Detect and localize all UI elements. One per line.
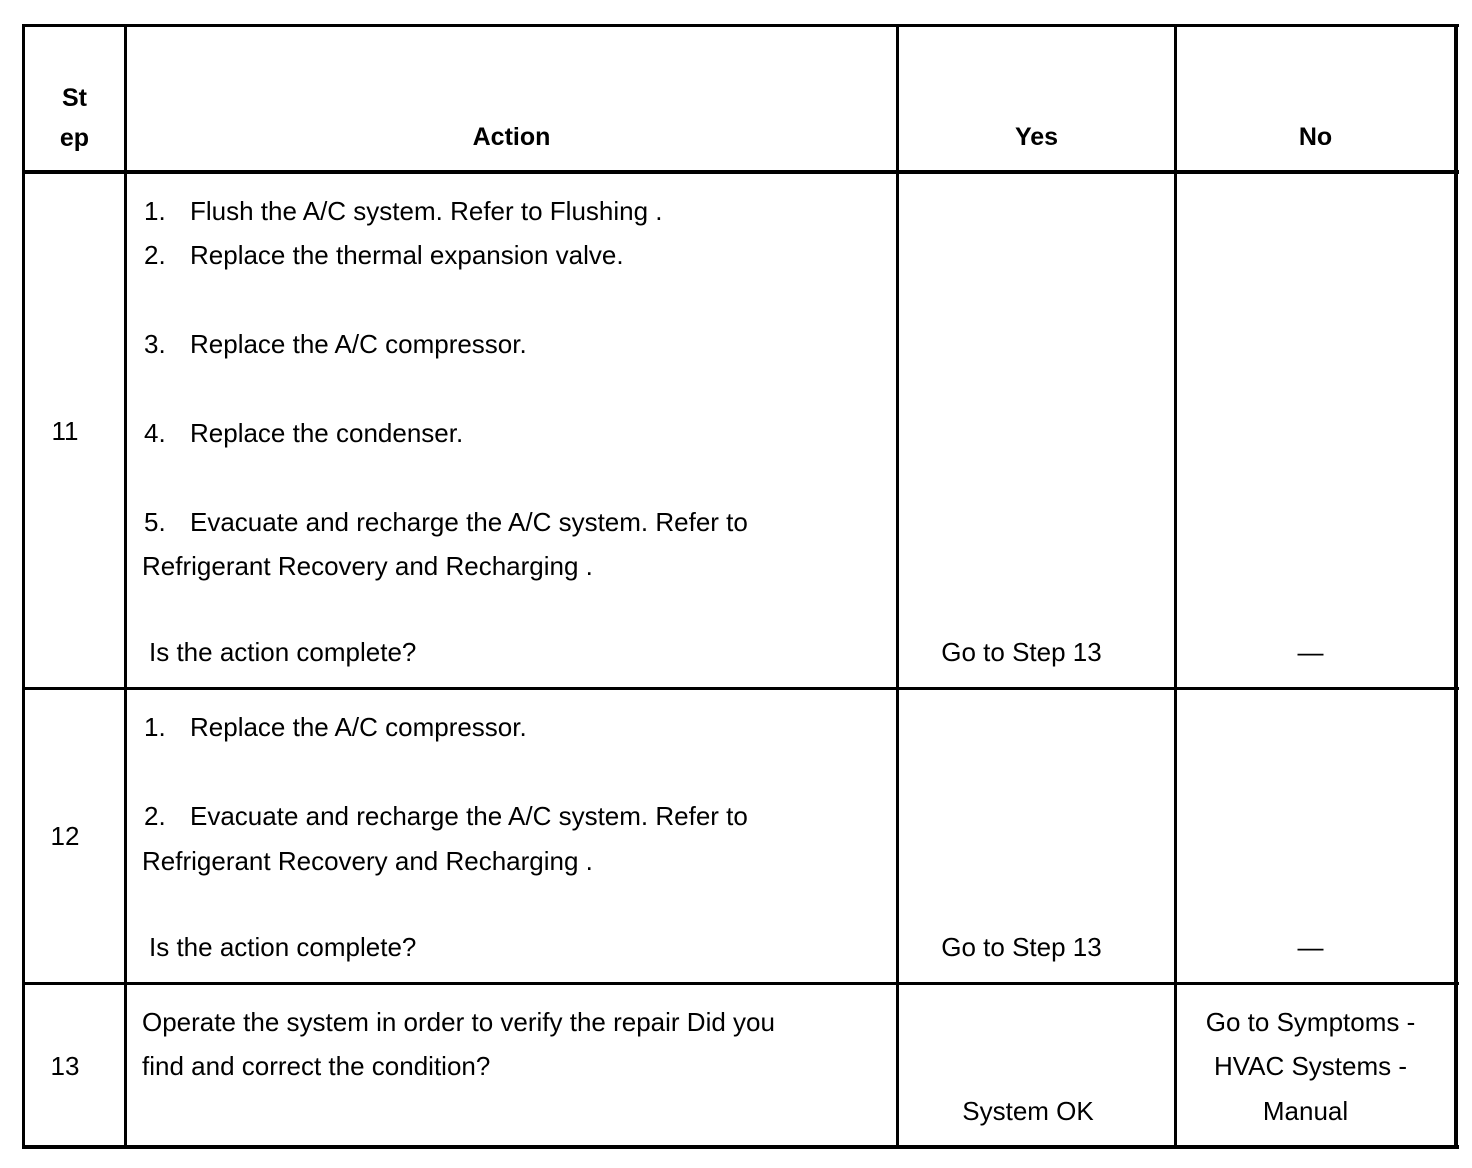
col-divider-yes-no	[1174, 24, 1177, 1149]
action-item	[144, 233, 624, 277]
item-number: 3.	[144, 329, 166, 359]
header-step-line2: ep	[59, 124, 90, 152]
table-border-right	[1454, 24, 1458, 1149]
no-result: —	[1297, 637, 1324, 667]
col-divider-step-action	[124, 24, 127, 1149]
no-result: —	[1297, 932, 1324, 962]
item-text: Replace the condenser.	[190, 418, 464, 448]
action-text: find and correct the condition?	[142, 1051, 491, 1081]
table-border-bottom	[22, 1145, 1459, 1149]
item-number: 1.	[144, 196, 166, 226]
item-number: 5.	[144, 507, 166, 537]
header-divider	[22, 170, 1459, 174]
item-text: Evacuate and recharge the A/C system. Refer to	[190, 507, 748, 537]
item-number: 1.	[144, 712, 166, 742]
yes-result: Go to Step 13	[941, 637, 1102, 667]
action-item	[144, 411, 463, 455]
item-text: Replace the A/C compressor.	[190, 712, 527, 742]
col-divider-action-yes	[896, 24, 899, 1149]
no-result-line: HVAC Systems -	[1213, 1051, 1408, 1081]
yes-result: System OK	[962, 1096, 1094, 1126]
action-item	[144, 500, 748, 544]
action-text: Operate the system in order to verify the repair Did you	[142, 1007, 775, 1037]
action-item	[144, 794, 748, 838]
header-yes: Yes	[1014, 123, 1059, 151]
header-step	[25, 78, 124, 158]
diagnostic-table	[22, 24, 1459, 1151]
step-number: 12	[50, 821, 80, 851]
action-item	[144, 322, 527, 366]
step-number: 11	[51, 416, 79, 446]
action-question: Is the action complete?	[149, 637, 417, 667]
item-number: 4.	[144, 418, 166, 448]
step-number: 13	[50, 1051, 80, 1081]
action-item	[144, 705, 527, 749]
row-divider-12-13	[22, 982, 1459, 985]
item-number: 2.	[144, 240, 166, 270]
item-text: Evacuate and recharge the A/C system. Refer to	[190, 801, 748, 831]
row-divider-11-12	[22, 687, 1459, 690]
header-action: Action	[472, 123, 551, 151]
table-border-top	[22, 24, 1459, 27]
yes-result: Go to Step 13	[941, 932, 1102, 962]
header-step-line1: St	[62, 84, 87, 112]
header-no: No	[1298, 123, 1333, 151]
item-text: Replace the A/C compressor.	[190, 329, 527, 359]
item-text: Flush the A/C system. Refer to Flushing .	[190, 196, 663, 226]
no-result-line: Manual	[1262, 1096, 1349, 1126]
action-item	[144, 189, 663, 233]
action-continuation: Refrigerant Recovery and Recharging .	[142, 551, 593, 581]
item-text: Replace the thermal expansion valve.	[190, 240, 624, 270]
item-number: 2.	[144, 801, 166, 831]
no-result-line: Go to Symptoms -	[1205, 1007, 1416, 1037]
table-border-left	[22, 24, 25, 1149]
action-continuation: Refrigerant Recovery and Recharging .	[142, 846, 593, 876]
action-question: Is the action complete?	[149, 932, 417, 962]
